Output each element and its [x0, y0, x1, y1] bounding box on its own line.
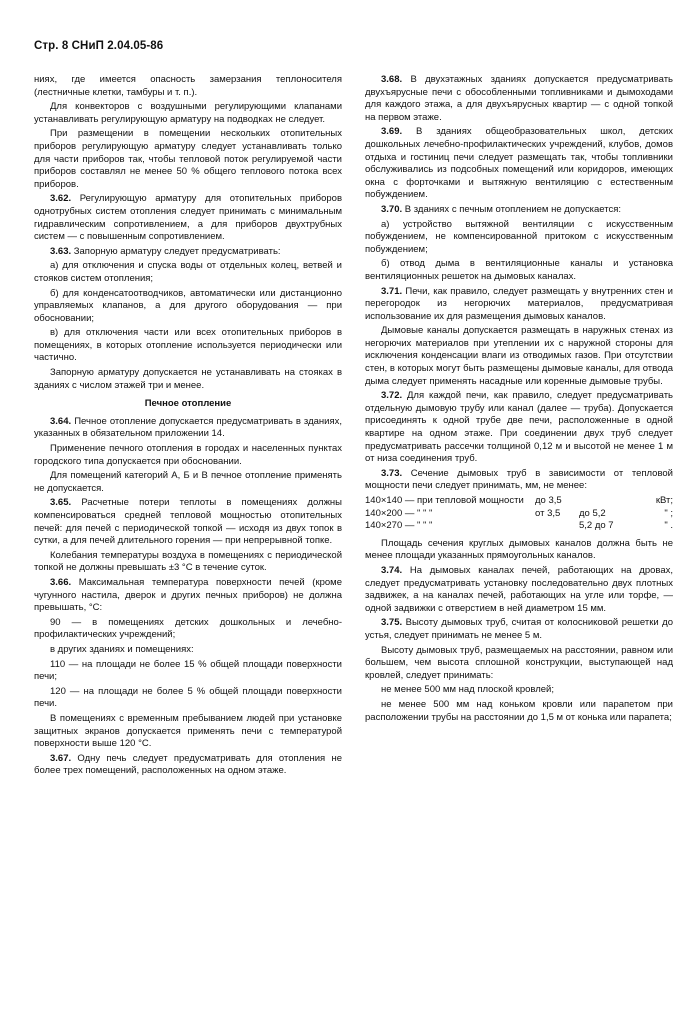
section-text: В двухэтажных зданиях допускается предусматривать двухъярусные печи с обособленными топливниками и дымоходами для каждого этажа, а для двухъярусных квартир — с одной топкой на первом этаже.: [365, 74, 674, 123]
section-text: Регулирующую арматуру для отопительных приборов однотрубных систем отопления следует принимать с минимальным гидравлическим сопротивлением, а для приборов двухтрубных систем — с повышенным сопротивлением.: [34, 193, 342, 243]
section-3-69: [365, 126, 673, 202]
section-3-67: [34, 753, 342, 778]
table-cell: 140×140 — при тепловой мощности: [365, 495, 524, 506]
paragraph: Для конвекторов с воздушными регулирующими клапанами устанавливать регулирующую арматуру на подводках не следует.: [34, 101, 342, 125]
table-cell: от 3,5: [535, 507, 561, 519]
paragraph: При размещении в помещении нескольких отопительных приборов регулирующую арматуру следует устанавливать только для части приборов так, чтобы тепловой поток регулируемой части приборов составлял не менее 50 % общего теплового потока всех приборов.: [34, 128, 342, 190]
list-item: а) устройство вытяжной вентиляции с искусственным побуждением, не компенсированной притоком с искусственным побуждением;: [365, 218, 673, 255]
section-text: Сечение дымовых труб в зависимости от тепловой мощности печи следует принимать, мм, не менее:: [365, 467, 673, 492]
section-number: 3.72.: [381, 390, 403, 402]
table-row: [365, 495, 673, 508]
section-number: 3.74.: [381, 564, 403, 576]
list-item: б) для конденсатоотводчиков, автоматически или дистанционно управляемых клапанов, а для другого оборудования — при обосновании;: [34, 287, 342, 324]
section-text: Одну печь следует предусматривать для отопления не более трех помещений, расположенных на одном этаже.: [34, 752, 342, 777]
list-item: в) для отключения части или всех отопительных приборов в помещениях, в которых отопление используется периодически или частично.: [34, 327, 342, 364]
section-3-74: [365, 565, 673, 615]
paragraph: В помещениях с временным пребыванием людей при установке защитных экранов допускается применять печи с температурой поверхности выше 120 °С.: [34, 712, 342, 750]
section-number: 3.73.: [381, 467, 403, 479]
section-3-64: [34, 416, 342, 441]
table-cell: " .: [664, 520, 673, 532]
section-3-66: [34, 577, 342, 615]
section-number: 3.67.: [50, 752, 72, 764]
table-cell: до 3,5: [535, 495, 562, 506]
chimney-section-table: [365, 495, 673, 533]
section-heading: Печное отопление: [144, 398, 232, 410]
section-number: 3.62.: [50, 193, 72, 205]
page-header: Стр. 8 СНиП 2.04.05-86: [34, 40, 164, 52]
section-number: 3.65.: [50, 497, 72, 509]
table-row: [365, 520, 673, 533]
paragraph: Для помещений категорий А, Б и В печное отопление применять не допускается.: [34, 470, 342, 494]
section-text: Максимальная температура поверхности печей (кроме чугунного настила, дверок и других печных приборов) не должна превышать, °С:: [34, 576, 343, 614]
paragraph: Запорную арматуру допускается не устанавливать на стояках в зданиях с числом этажей три и менее.: [34, 367, 342, 391]
section-number: 3.66.: [50, 576, 72, 588]
section-text: Расчетные потери теплоты в помещениях должны компенсироваться средней тепловой мощностью отопительных печей: для печей с периодической топкой — исходя из двух топок в сутки, а для печей длительного горения — при непрерывной топке.: [34, 497, 343, 547]
section-number: 3.71.: [381, 285, 403, 297]
table-cell: [579, 495, 623, 508]
section-number: 3.69.: [381, 126, 403, 138]
list-item: а) для отключения и спуска воды от отдельных колец, ветвей и стояков систем отопления;: [34, 260, 342, 284]
list-item: б) отвод дыма в вентиляционные каналы и установка вентиляционных решеток на дымовых каналах.: [365, 258, 673, 282]
section-number: 3.70.: [381, 203, 403, 215]
paragraph: ниях, где имеется опасность замерзания теплоносителя (лестничные клетки, тамбуры и т. п.).: [34, 74, 342, 98]
left-column: [34, 74, 342, 780]
paragraph: Применение печного отопления в городах и населенных пунктах городского типа допускается при обосновании.: [34, 443, 342, 467]
list-item: 120 — на площади не более 5 % общей площади поверхности печи.: [34, 685, 342, 710]
table-cell: " ;: [664, 507, 673, 519]
section-3-68: [365, 74, 673, 124]
paragraph: Площадь сечения круглых дымовых каналов должна быть не менее площади указанных прямоугольных каналов.: [365, 537, 673, 562]
section-text: Высоту дымовых труб, считая от колосниковой решетки до устья, следует принимать не менее 5 м.: [365, 617, 673, 641]
section-text: На дымовых каналах печей, работающих на дровах, следует предусматривать установку последовательно двух плотных задвижек, а на каналах печей, работающих на угле или торфе, — одной задвижки с отверстием в ней диаметром 15 мм.: [365, 564, 674, 614]
section-number: 3.63.: [50, 245, 72, 257]
table-cell: до 5,2: [579, 507, 606, 519]
list-item: 90 — в помещениях детских дошкольных и лечебно-профилактических учреждений;: [34, 616, 342, 641]
section-text: В зданиях общеобразовательных школ, детских дошкольных лечебно-профилактических учреждений, клубов, домов отдыха и гостиниц печи следует размещать так, чтобы топливники обслуживались из подсобных помещений или коридоров, имеющих окна с форточками и вытяжную вентиляцию с естественным побуждением.: [365, 126, 674, 201]
section-3-63: [34, 246, 342, 259]
section-text: Печное отопление допускается предусматривать в зданиях, указанных в обязательном приложении 14.: [34, 415, 342, 440]
section-text: В зданиях с печным отоплением не допускается:: [404, 203, 622, 215]
table-row: [365, 508, 673, 521]
table-cell: 140×270 — " " ": [365, 520, 433, 532]
paragraph: Дымовые каналы допускается размещать в наружных стенах из негорючих материалов при утеплении их с наружной стороны для исключения конденсации влаги из отводимых газов. При отсутствии стен, в которых могут быть размещены дымовые каналы, для отвода дыма следует применять насадные или коренные дымовые трубы.: [365, 325, 673, 387]
section-text: Запорную арматуру следует предусматривать:: [73, 245, 281, 257]
paragraph: Колебания температуры воздуха в помещениях с периодической топкой не должны превышать ±3 °С в течение суток.: [34, 549, 342, 574]
section-3-71: [365, 286, 673, 324]
section-3-70: [365, 204, 673, 217]
table-cell: кВт;: [655, 495, 673, 506]
section-3-65: [34, 497, 342, 547]
section-3-75: [365, 617, 673, 642]
list-item: 110 — на площади не более 15 % общей площади поверхности печи;: [34, 658, 342, 683]
list-item: не менее 500 мм над плоской кровлей;: [381, 684, 554, 696]
paragraph: Высоту дымовых труб, размещаемых на расстоянии, равном или большем, чем высота сплошной конструкции, выступающей над кровлей, следует принимать:: [365, 644, 673, 681]
section-number: 3.75.: [381, 617, 403, 629]
table-cell: [535, 520, 579, 533]
section-3-72: [365, 390, 673, 466]
section-3-62: [34, 193, 342, 243]
section-text: Для каждой печи, как правило, следует предусматривать отдельную дымовую трубу или канал (далее — труба). Допускается присоединять к одной трубе две печи, расположенные в одной квартире на одном этаже. При соединении двух труб следует предусматривать рассечки толщиной 0,12 м и высотой не менее 1 м от низа соединения труб.: [365, 390, 673, 465]
right-column: [365, 74, 673, 726]
section-3-73: [365, 468, 673, 493]
table-cell: 5,2 до 7: [579, 520, 614, 532]
list-item: в других зданиях и помещениях:: [50, 643, 194, 655]
section-number: 3.68.: [381, 74, 403, 85]
section-text: Печи, как правило, следует размещать у внутренних стен и перегородок из негорючих материалов, предусматривая использование их для размещения дымовых каналов.: [365, 285, 673, 322]
table-cell: 140×200 — " " ": [365, 507, 433, 519]
section-number: 3.64.: [50, 415, 72, 427]
list-item: не менее 500 мм над коньком кровли или парапетом при расположении трубы на расстоянии до 1,5 м от конька или парапета;: [365, 698, 673, 723]
